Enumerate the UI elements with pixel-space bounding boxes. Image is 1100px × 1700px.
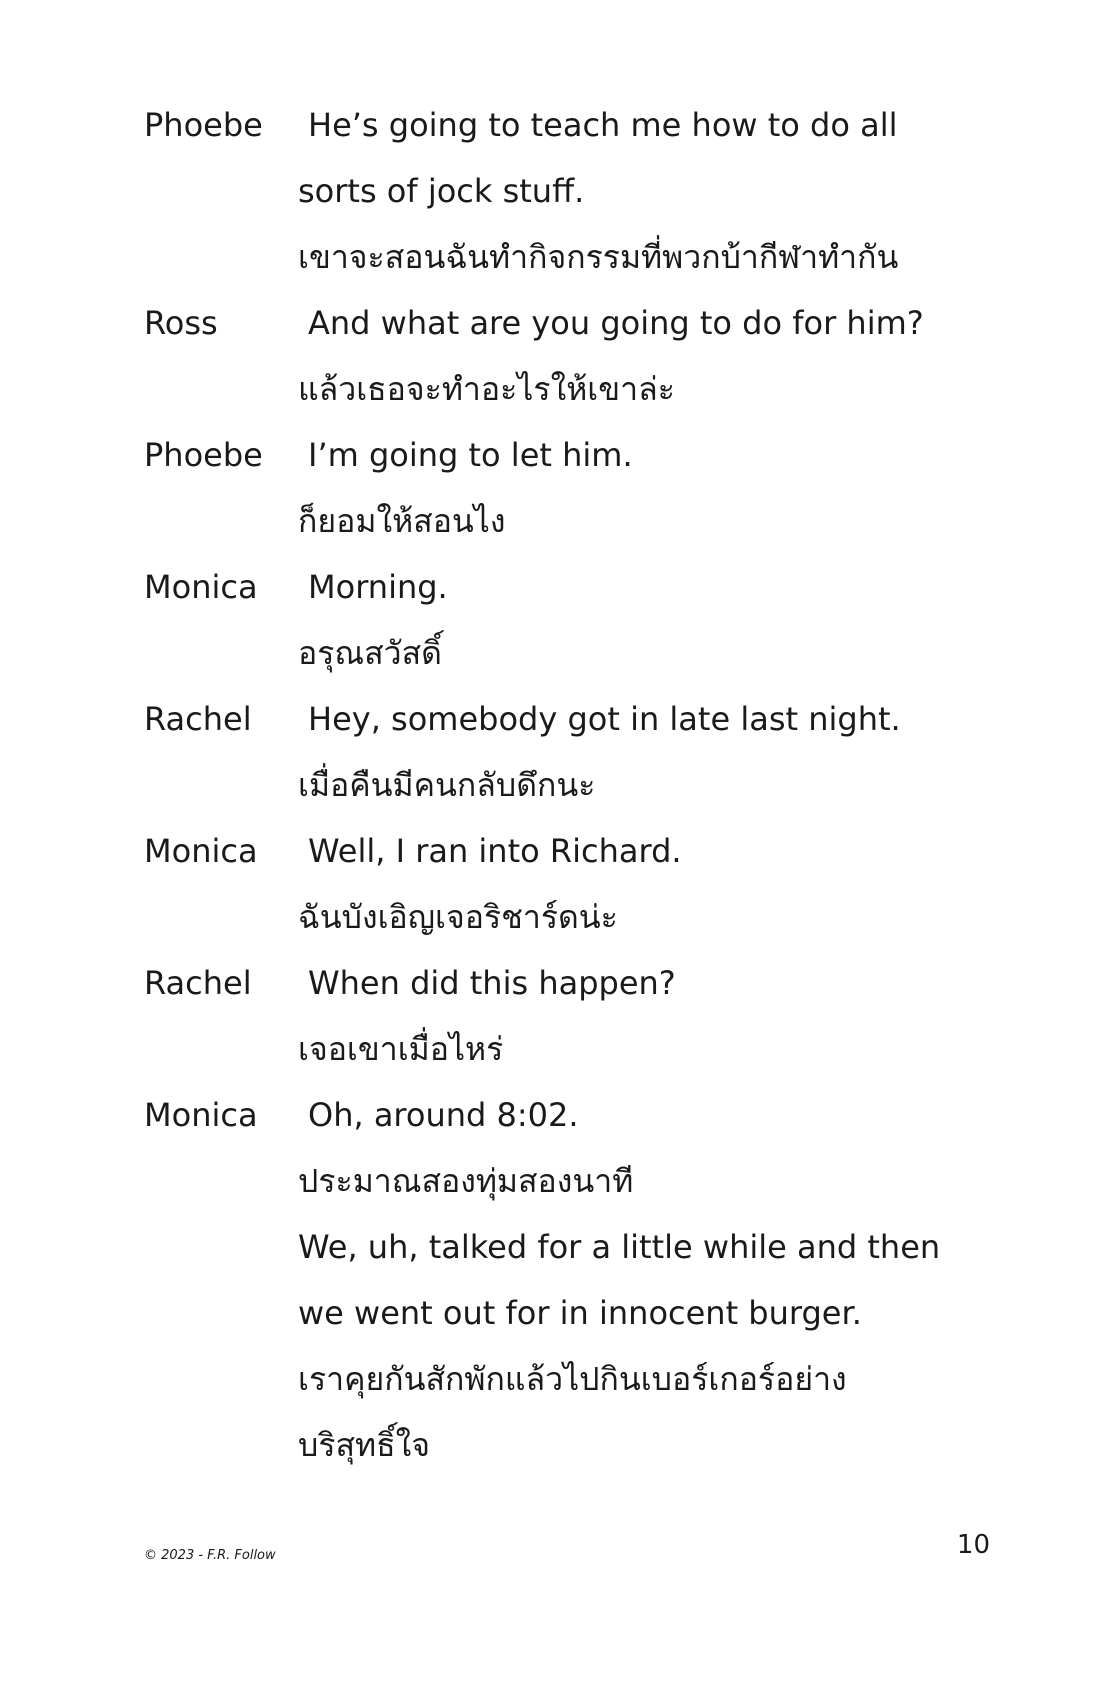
speaker-name: Monica: [144, 1096, 258, 1134]
dialogue-lines: [298, 290, 1004, 422]
dialogue-entry: [144, 92, 1004, 290]
dialogue-entry: [144, 422, 1004, 554]
dialogue-entry: [144, 950, 1004, 1082]
dialogue-line: ฉันบังเอิญเจอริชาร์ดน่ะ: [298, 898, 618, 936]
dialogue-entry: [144, 818, 1004, 950]
copyright-notice: © 2023 - F.R. Follow: [144, 1548, 276, 1563]
dialogue-line: sorts of jock stuff.: [298, 172, 585, 210]
dialogue-lines: [298, 686, 1004, 818]
speaker-name: Rachel: [144, 964, 252, 1002]
dialogue-line: ประมาณสองทุ่มสองนาที: [298, 1162, 634, 1200]
dialogue-line: แล้วเธอจะทำอะไรให้เขาล่ะ: [298, 370, 675, 408]
dialogue-line: He’s going to teach me how to do all: [308, 106, 898, 144]
dialogue-line: Morning.: [308, 568, 448, 606]
dialogue-line: เมื่อคืนมีคนกลับดึกนะ: [298, 766, 596, 804]
dialogue-line: we went out for in innocent burger.: [298, 1294, 862, 1332]
speaker-name: Monica: [144, 832, 258, 870]
dialogue-line: เจอเขาเมื่อไหร่: [298, 1030, 504, 1068]
dialogue-line: And what are you going to do for him?: [308, 304, 924, 342]
dialogue-entry: [144, 554, 1004, 686]
dialogue-lines: [298, 818, 1004, 950]
dialogue-line: We, uh, talked for a little while and then: [298, 1228, 941, 1266]
dialogue-line: I’m going to let him.: [308, 436, 633, 474]
dialogue-lines: [298, 950, 1004, 1082]
dialogue-entry: [144, 290, 1004, 422]
dialogue-script: [144, 92, 1004, 1478]
dialogue-line: เขาจะสอนฉันทำกิจกรรมที่พวกบ้ากีฬาทำกัน: [298, 238, 899, 276]
dialogue-lines: [298, 92, 1004, 290]
dialogue-line: Hey, somebody got in late last night.: [308, 700, 901, 738]
dialogue-line: Well, I ran into Richard.: [308, 832, 682, 870]
dialogue-lines: [298, 422, 1004, 554]
speaker-name: Phoebe: [144, 436, 263, 474]
speaker-name: Rachel: [144, 700, 252, 738]
dialogue-line: When did this happen?: [308, 964, 676, 1002]
dialogue-entry: [144, 1082, 1004, 1478]
dialogue-line: Oh, around 8:02.: [308, 1096, 579, 1134]
dialogue-entry: [144, 686, 1004, 818]
dialogue-line: อรุณสวัสดิ์: [298, 634, 442, 672]
dialogue-line: เราคุยกันสักพักแล้วไปกินเบอร์เกอร์อย่าง: [298, 1360, 847, 1398]
dialogue-line: บริสุทธิ์ใจ: [298, 1426, 431, 1464]
speaker-name: Phoebe: [144, 106, 263, 144]
dialogue-lines: [298, 554, 1004, 686]
dialogue-lines: [298, 1082, 1004, 1478]
dialogue-line: ก็ยอมให้สอนไง: [298, 502, 506, 540]
page-number: 10: [956, 1530, 990, 1560]
speaker-name: Monica: [144, 568, 258, 606]
speaker-name: Ross: [144, 304, 218, 342]
